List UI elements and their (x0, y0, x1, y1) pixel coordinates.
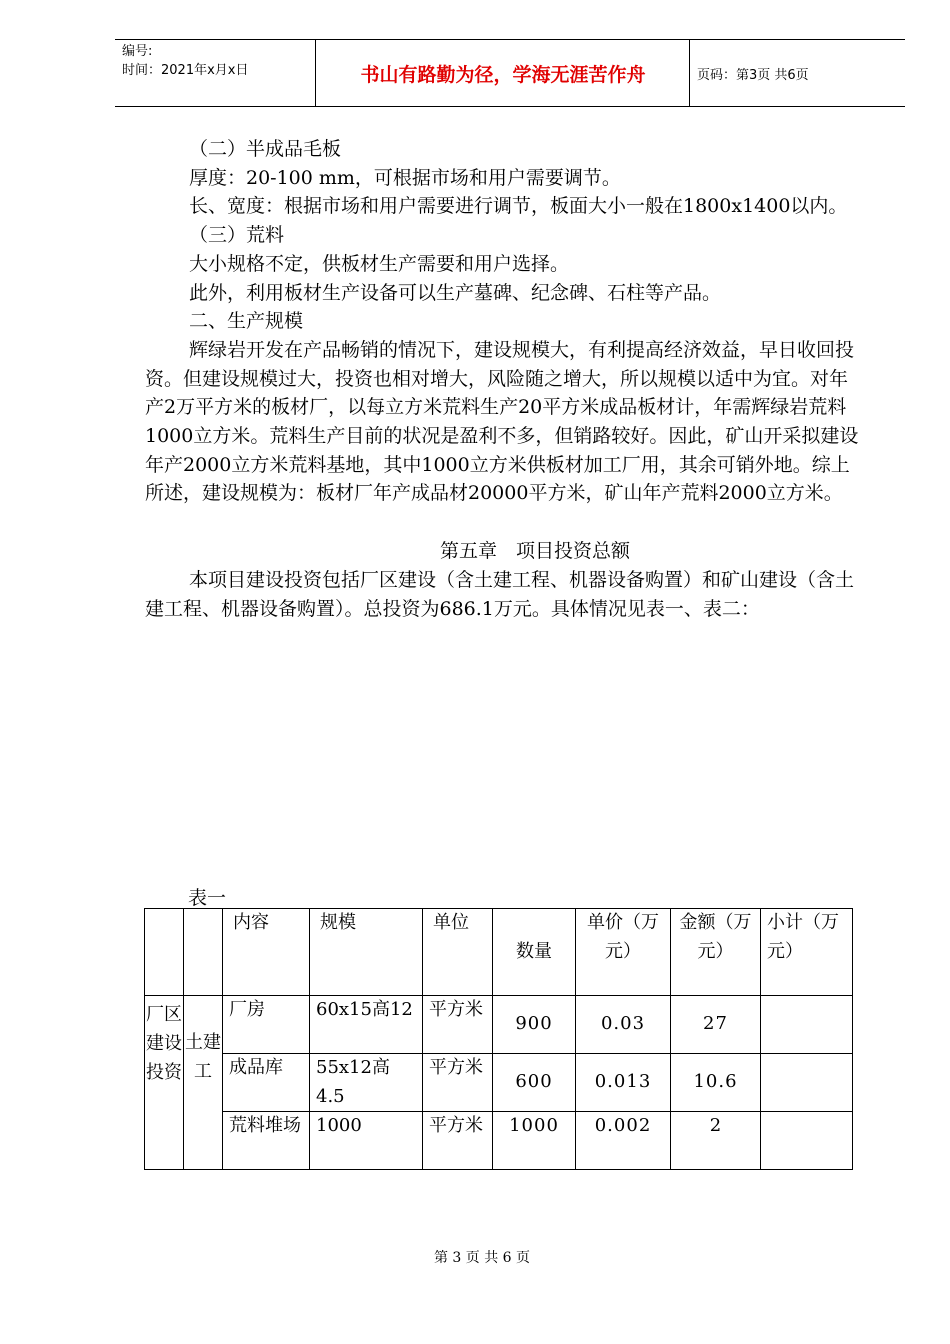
chapter-title: 第五章 项目投资总额 (439, 540, 630, 563)
table-cell-subtotal (761, 1112, 853, 1170)
header-top-rule (115, 39, 905, 40)
paragraph-thickness: 厚度：20-100 mm，可根据市场和用户需要调节。 (189, 166, 621, 189)
table-header-content: 内容 (223, 909, 310, 996)
page-footer (0, 1247, 950, 1267)
paragraph-production-scale: 辉绿岩开发在产品畅销的情况下，建设规模大，有利提高经济效益，早日收回投资。但建设规模过大，投资也相对增大，风险随之增大，所以规模以适中为宜。对年产2万平方米的板材厂，以每立方米荒料生产20平方米成品板材计，年需辉绿岩荒料1000立方米。荒料生产目前的状况是盈利不多，但销路较好。因此，矿山开采拟建设年产2000立方米荒料基地，其中1000立方米供板材加工厂用，其余可销外地。综上所述，建设规模为：板材厂年产成品材20000平方米，矿山年产荒料2000立方米。 (145, 338, 859, 505)
table-cell-price: 0.002 (576, 1112, 671, 1170)
table-cell-price: 0.03 (576, 996, 671, 1054)
table-header-amount: 金额（万元） (671, 909, 761, 996)
table-header-scale: 规模 (310, 909, 423, 996)
header-divider-right (689, 40, 690, 106)
table-row (145, 996, 853, 1054)
table-cell-content: 成品库 (223, 1054, 310, 1112)
table-cell-scale: 60x15高12 (310, 996, 423, 1054)
table-row (145, 1112, 853, 1170)
table-cell-unit: 平方米 (423, 1112, 493, 1170)
table-cell-quantity: 600 (493, 1054, 576, 1112)
table-cell-quantity: 1000 (493, 1112, 576, 1170)
section-heading-production-scale: 二、生产规模 (189, 310, 304, 333)
table-header-quantity: 数量 (493, 909, 576, 996)
header-page-number: 页码：第3页 共6页 (697, 68, 809, 83)
table-cell-content: 荒料堆场 (223, 1112, 310, 1170)
table-cell-content: 厂房 (223, 996, 310, 1054)
table-header-empty (145, 909, 184, 996)
header-meta (122, 42, 248, 80)
table-caption: 表一 (188, 887, 227, 909)
section-heading-raw-blocks: （三）荒料 (189, 224, 285, 247)
paragraph-investment: 本项目建设投资包括厂区建设（含土建工程、机器设备购置）和矿山建设（含土建工程、机器设备购置）。总投资为686.1万元。具体情况见表一、表二： (145, 568, 855, 620)
table-header-row (145, 909, 853, 996)
section-heading-semi-finished: （二）半成品毛板 (189, 138, 342, 160)
table-group-civil-works: 土建工 (184, 996, 223, 1170)
table-header-subtotal: 小计（万元） (761, 909, 853, 996)
table-cell-scale: 1000 (310, 1112, 423, 1170)
investment-table (144, 908, 853, 1170)
document-time: 时间：2021年x月x日 (122, 63, 249, 78)
table-cell-subtotal (761, 1054, 853, 1112)
footer-page-number: 第 3 页 共 6 页 (433, 1250, 531, 1266)
table-cell-amount: 2 (671, 1112, 761, 1170)
table-cell-amount: 10.6 (671, 1054, 761, 1112)
paragraph-raw-blocks: 大小规格不定，供板材生产需要和用户选择。 (189, 252, 570, 275)
header-divider-left (315, 40, 316, 106)
table-header-empty (184, 909, 223, 996)
table-header-price: 单价（万元） (576, 909, 671, 996)
header-motto: 书山有路勤为径，学海无涯苦作舟 (360, 64, 646, 86)
table-cell-subtotal (761, 996, 853, 1054)
table-cell-quantity: 900 (493, 996, 576, 1054)
table-cell-amount: 27 (671, 996, 761, 1054)
table-cell-unit: 平方米 (423, 996, 493, 1054)
table-header-unit: 单位 (423, 909, 493, 996)
table-cell-scale: 55x12高4.5 (310, 1054, 423, 1112)
table-cell-price: 0.013 (576, 1054, 671, 1112)
document-number: 编号: (122, 44, 153, 59)
header-bottom-rule (115, 106, 905, 107)
document-body (145, 135, 865, 623)
paragraph-dimensions: 长、宽度：根据市场和用户需要进行调节，板面大小一般在1800x1400以内。 (189, 195, 848, 218)
table-cell-unit: 平方米 (423, 1054, 493, 1112)
table-row (145, 1054, 853, 1112)
paragraph-other-products: 此外，利用板材生产设备可以生产墓碑、纪念碑、石柱等产品。 (189, 281, 722, 304)
table-group-plant-investment: 厂区建设投资 (145, 996, 184, 1170)
